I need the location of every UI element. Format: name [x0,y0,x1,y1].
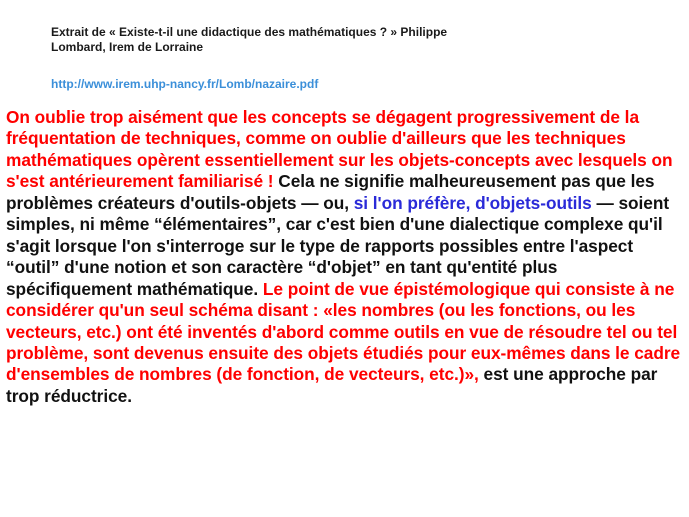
quote-segment-red-viewpoint: Le point de vue épistémologique qui consiste à ne considérer qu'un seul schéma disant : «les nombres (ou les fonctions, ou les vecteurs, etc.) ont été inventés d'abord comme outils en vue de résoudre tel ou tel problème, sont devenus ensuite des objets étudiés pour eux-mêmes dans le cadre d'ensembles de nombres (de fonction, de vecteurs, etc.)», [6,278,681,385]
quote-segment-black-2: — soient simples, ni même “élémentaires”, car c'est bien d'une dialectique complexe qu'il s'agit lorsque l'on s'interroge sur le type de rapports possibles entre l'aspect “outil” d'une notion et son caractère “d'objet” en tant qu'entité plus spécifiquement mathématique. [6,192,670,299]
quote-segment-blue: si l'on préfère, d'objets-outils [353,192,592,213]
source-citation [51,25,521,55]
source-line-1: Extrait de « Existe-t-il une didactique des mathématiques ? » Philippe [51,25,448,39]
quote-segment-black-conclusion: est une approche par trop réductrice. [6,364,658,406]
source-url-link[interactable]: http://www.irem.uhp-nancy.fr/Lomb/nazaire.pdf [51,77,319,91]
quote-paragraph [6,107,686,407]
source-line-2: Lombard, Irem de Lorraine [51,40,204,54]
quote-segment-red-intro: On oublie trop aisément que les concepts se dégagent progressivement de la fréquentation de techniques, comme on oublie d'ailleurs que les techniques mathématiques opèrent essentiellement sur les objets-concepts avec lesquels on s'est antérieurement familiarisé ! [6,107,673,192]
quote-segment-black-1: Cela ne signifie malheureusement pas que les problèmes créateurs d'outils-objets — ou, [6,171,655,213]
